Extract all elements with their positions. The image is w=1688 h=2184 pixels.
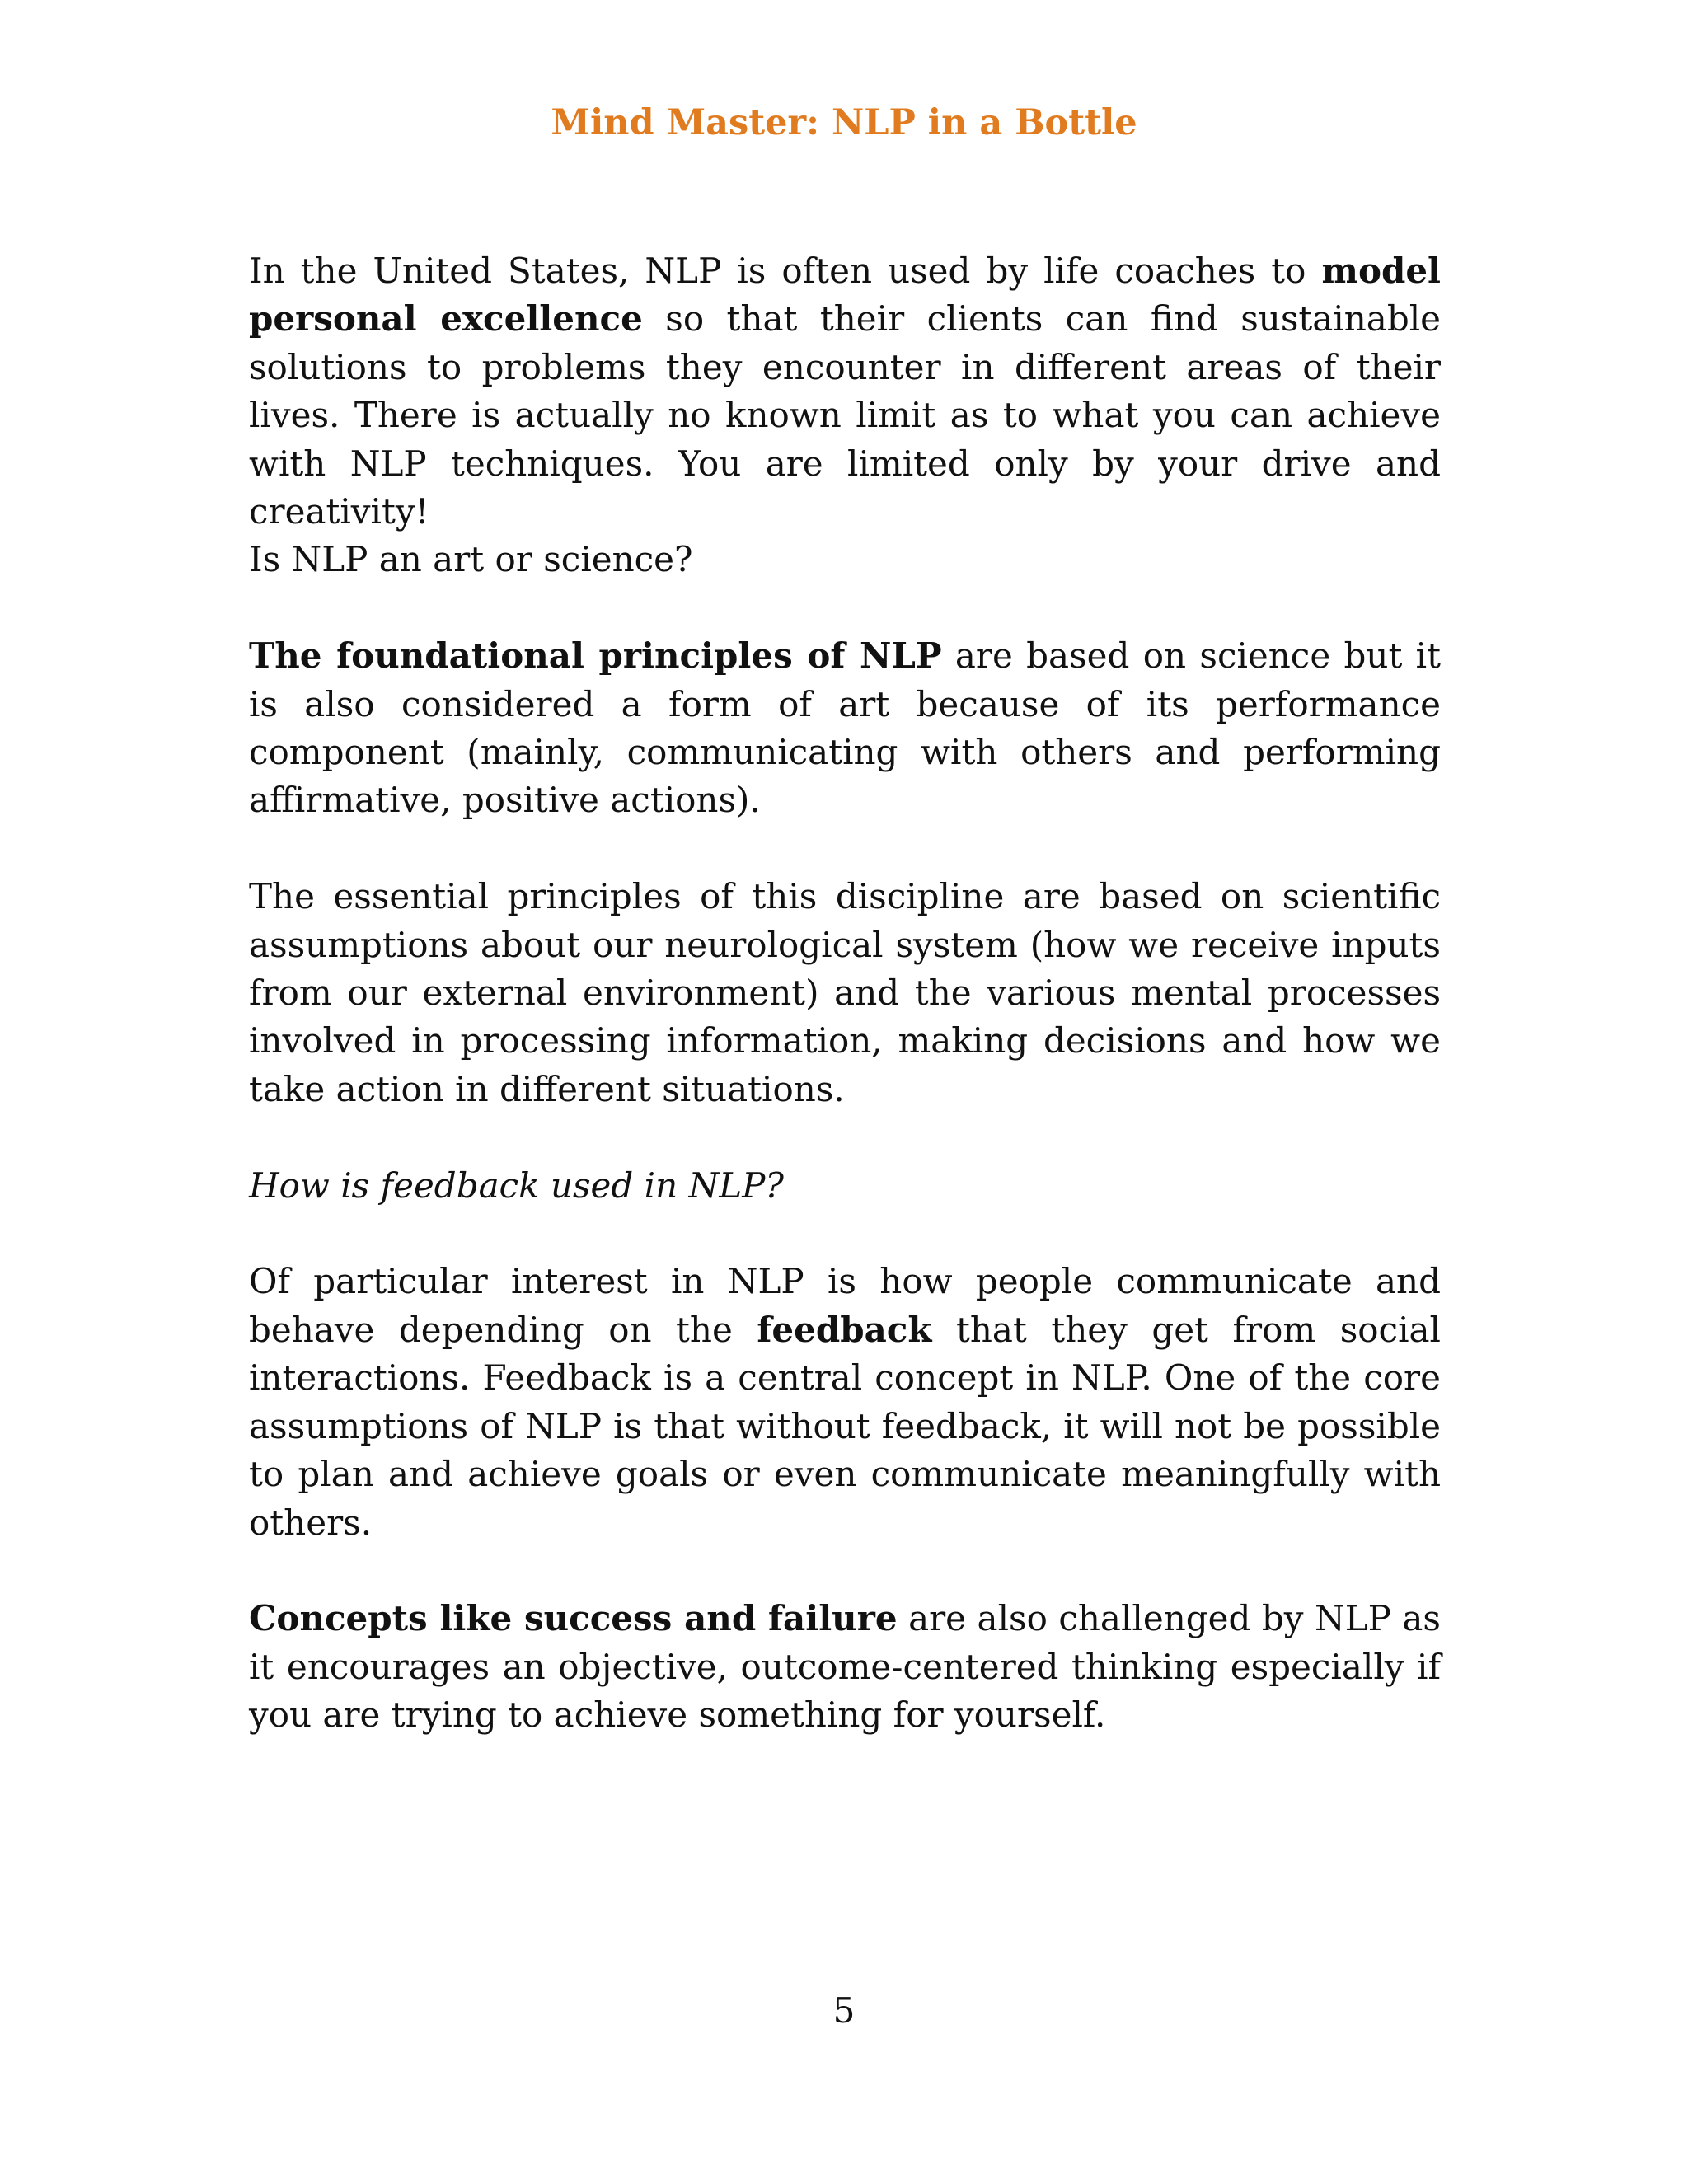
paragraph-6-text-b: that they get from social interactions. Feedback is a central concept in NLP. One of the core assumptions of NLP is that without feedback, it will not be possible to plan and achieve goals or even communicate meaningfully with others.: [249, 1309, 1441, 1543]
paragraph-7-bold: Concepts like success and failure: [249, 1598, 898, 1639]
paragraph-6-bold: feedback: [757, 1309, 932, 1350]
paragraph-1: [249, 247, 1441, 536]
paragraph-7-text: are also challenged by NLP as it encourages an objective, outcome-centered thinking especially if you are trying to achieve something for yourself.: [249, 1598, 1441, 1736]
paragraph-3-text: are based on science but it is also considered a form of art because of its performance component (mainly, communicating with others and performing affirmative, positive actions).: [249, 635, 1441, 821]
paragraph-1-text-a: In the United States, NLP is often used by life coaches to: [249, 251, 1322, 291]
paragraph-1-bold: model personal excellence: [249, 251, 1441, 340]
running-header-title: Mind Master: NLP in a Bottle: [551, 102, 1137, 143]
paragraph-7: [249, 1595, 1441, 1739]
paragraph-3: [249, 632, 1441, 825]
paragraph-3-bold: The foundational principles of NLP: [249, 635, 942, 677]
paragraph-5-subheading: How is feedback used in NLP?: [249, 1165, 784, 1206]
paragraph-1-text-b: so that their clients can find sustainable solutions to problems they encounter in different areas of their lives. There is actually no known limit as to what you can achieve with NLP techniques. You are limited only by your drive and creativity!: [249, 298, 1441, 532]
paragraph-6-text-a: Of particular interest in NLP is how people communicate and behave depending on the: [249, 1261, 1441, 1350]
page-number: 5: [832, 1990, 856, 2031]
paragraph-2-question: Is NLP an art or science?: [249, 539, 693, 580]
paragraph-6: [249, 1258, 1441, 1546]
page-body: [249, 247, 1441, 1740]
paragraph-4: The essential principles of this discipline are based on scientific assumptions about our neurological system (how we receive inputs from our external environment) and the various mental processes involved in processing information, making decisions and how we take action in different situations.: [249, 876, 1441, 1109]
